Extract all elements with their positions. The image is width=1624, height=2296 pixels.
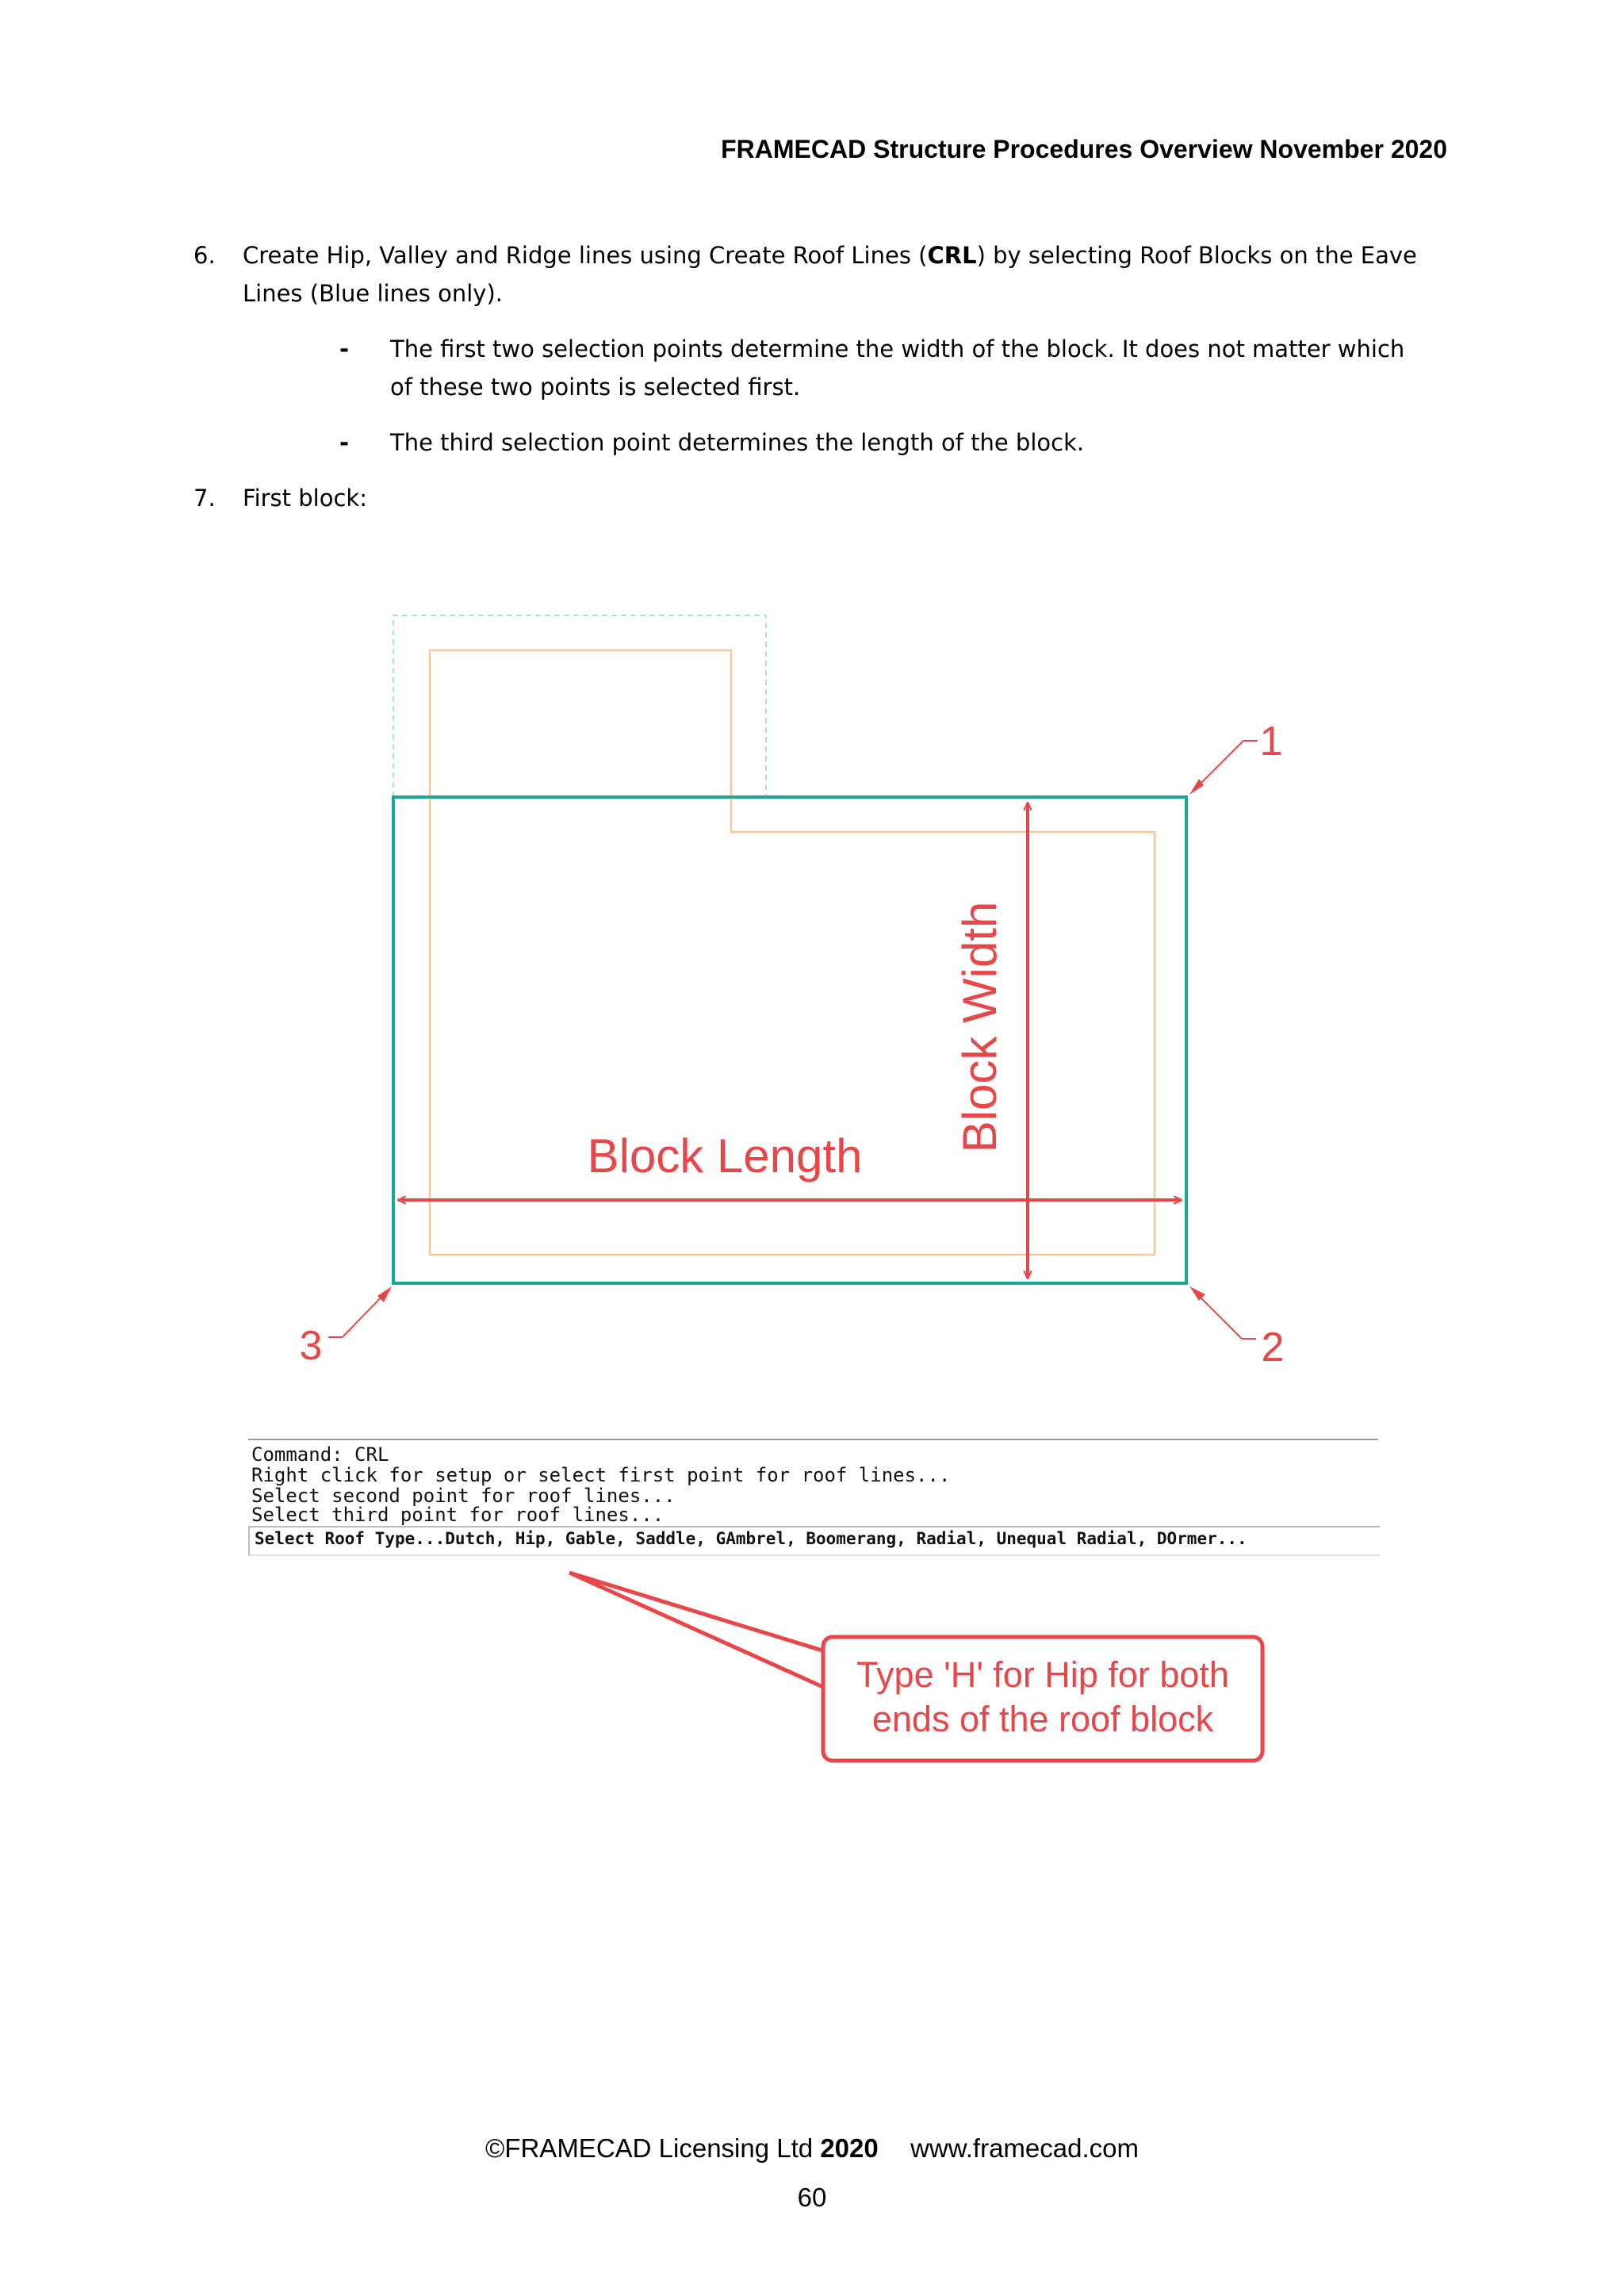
step-6-number: 6. (193, 242, 216, 269)
footer-year: 2020 (820, 2133, 879, 2163)
step-7-text: First block: (243, 485, 367, 512)
callout-pointer (569, 1573, 825, 1688)
point-2-label: 2 (1261, 1324, 1285, 1370)
point-2-leader (1189, 1286, 1256, 1339)
point-1-label: 1 (1259, 719, 1283, 765)
footer-copyright: ©FRAMECAD Licensing Ltd (485, 2133, 814, 2163)
command-history-line: Right click for setup or select first point for roof lines... (251, 1464, 951, 1486)
command-history-line: Command: CRL (251, 1443, 389, 1466)
page-footer (0, 2133, 1624, 2164)
command-panel-border (248, 1439, 1378, 1440)
step-6-text: Create Hip, Valley and Ridge lines using Create Roof Lines (CRL) by selecting Roof Blocks on the Eave Lines (Blue lines only). (243, 242, 1417, 307)
command-history-line: Select third point for roof lines... (251, 1504, 665, 1526)
block-width-label: Block Width (953, 901, 1006, 1153)
point-1-leader (1189, 741, 1258, 795)
footer-website: www.framecad.com (910, 2133, 1139, 2163)
block-length-label: Block Length (587, 1129, 863, 1182)
command-prompt-text: Select Roof Type...Dutch, Hip, Gable, Saddle, GAmbrel, Boomerang, Radial, Unequal Radial, DOrmer... (255, 1529, 1247, 1548)
command-name: CRL (927, 242, 977, 269)
bullet-1-text: The first two selection points determine the width of the block. It does not matter which of these two points is selected first. (390, 335, 1405, 401)
command-history-line: Select second point for roof lines... (251, 1485, 676, 1507)
dashed-eave-outline (393, 615, 766, 797)
page-header-title: FRAMECAD Structure Procedures Overview November 2020 (721, 135, 1447, 163)
step-7-number: 7. (193, 485, 216, 512)
bullet-dash: - (339, 429, 350, 456)
point-3-label: 3 (299, 1323, 323, 1369)
command-line-panel (248, 1439, 1378, 1554)
roof-block-rectangle (393, 797, 1186, 1283)
bullet-2-text: The third selection point determines the length of the block. (390, 429, 1085, 456)
page-number: 60 (797, 2183, 827, 2212)
bullet-dash: - (339, 335, 350, 362)
point-3-leader (328, 1286, 392, 1337)
callout-text-line-1: Type 'H' for Hip for both (856, 1654, 1229, 1695)
callout-text-line-2: ends of the roof block (871, 1699, 1214, 1739)
command-prompt-input[interactable] (248, 1526, 1380, 1556)
